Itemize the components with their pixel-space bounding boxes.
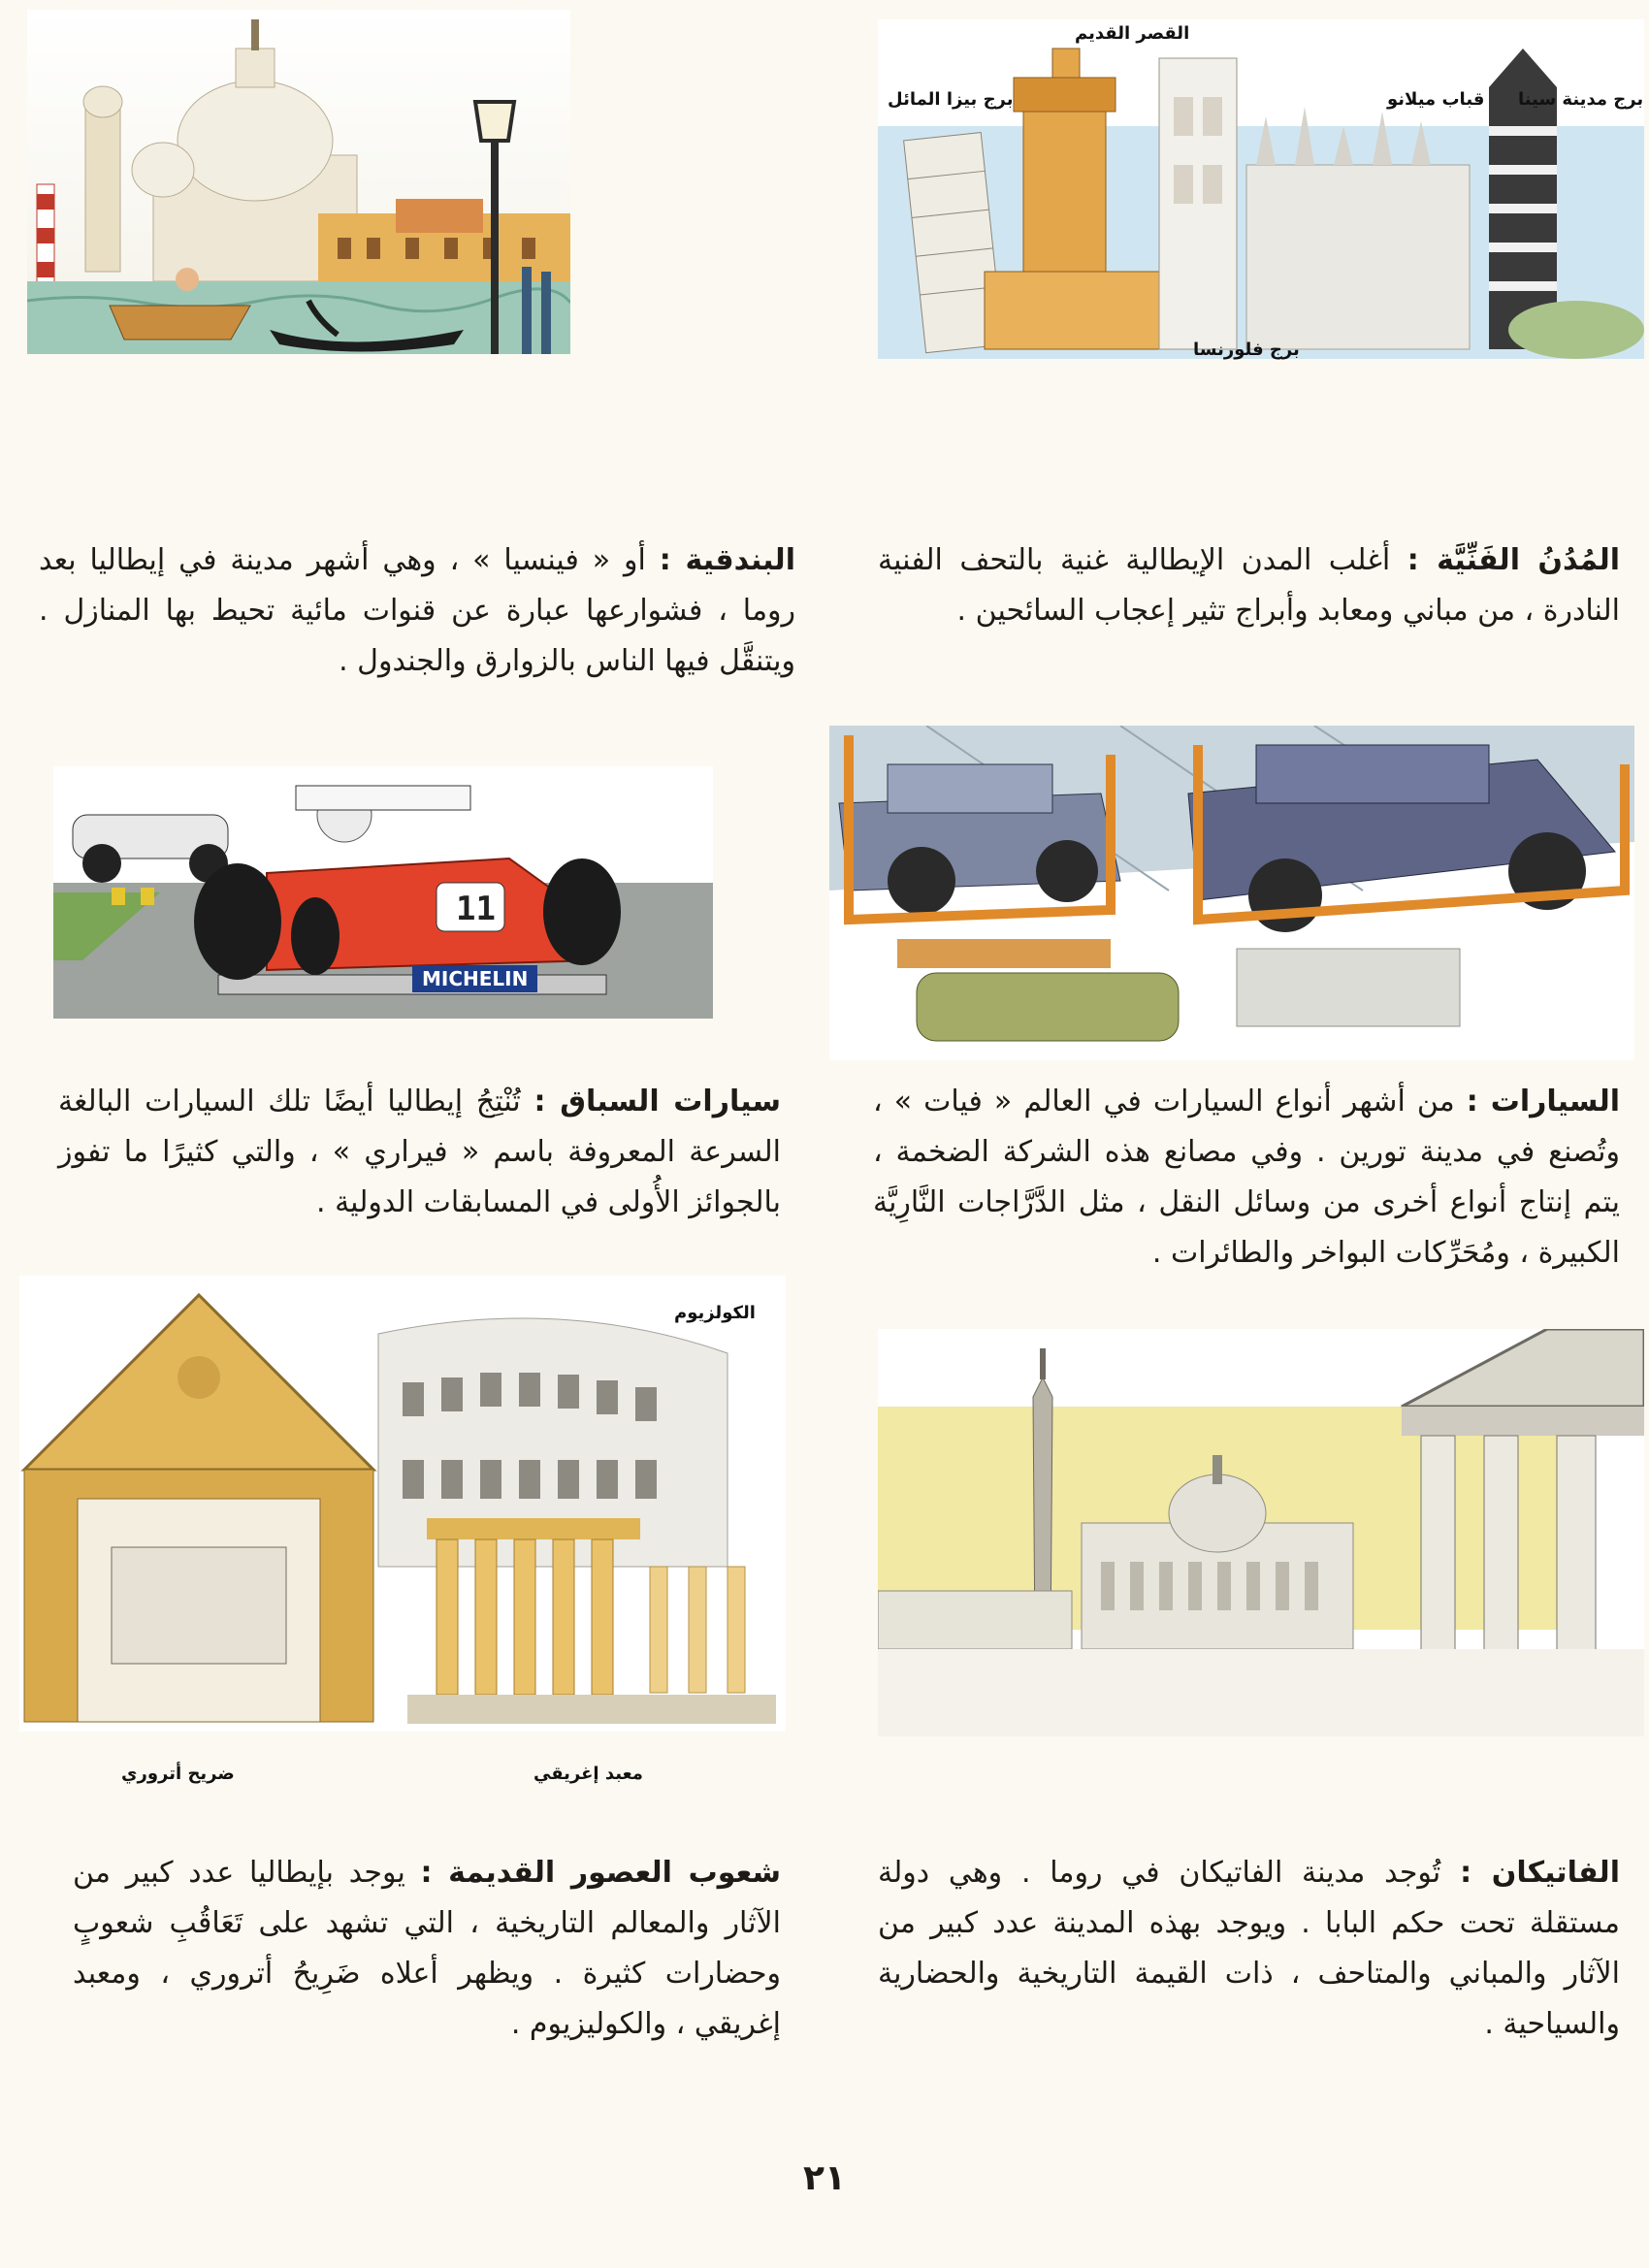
section-vatican-body: تُوجد مدينة الفاتيكان في روما . وهي دولة مستقلة تحت حكم البابا . ويوجد بهذه المدينة عدد كبير من الآثار والمباني والمتاحف ، ذات القيمة التاريخية والحضارية والسياحية . — [878, 1856, 1620, 2041]
caption-old-palace: القصر القديم — [1075, 23, 1190, 44]
caption-siena-tower: برج مدينة سينا — [1518, 89, 1644, 110]
section-art-cities-body: أغلب المدن الإيطالية غنية بالتحف الفنية النادرة ، من مباني ومعابد وأبراج تثير إعجاب السائحين . — [878, 543, 1620, 628]
car-sponsor-logo: MICHELIN — [412, 965, 537, 992]
car-factory-illustration — [829, 726, 1634, 1060]
section-racing-body: تُنْتِجُ إيطاليا أيضًا تلك السيارات البالغة السرعة المعروفة باسم « فيراري » ، والتي كثيرًا ما تفوز بالجوائز الأُولى في المسابقات الدولية . — [58, 1085, 781, 1219]
section-art-cities-heading: المُدُنُ الفَنِّيَّة : — [1406, 543, 1620, 577]
art-cities-illustration — [878, 19, 1644, 359]
section-venice-heading: البندقية : — [659, 543, 795, 577]
caption-milan-domes: قباب ميلانو — [1387, 89, 1485, 110]
section-ancient-heading: شعوب العصور القديمة : — [420, 1856, 781, 1890]
caption-pisa-tower: برج بيزا المائل — [888, 89, 1014, 110]
section-ancient-body: يوجد بإيطاليا عدد كبير من الآثار والمعالم التاريخية ، التي تشهد على تَعَاقُبِ شعوبٍ وحضارات كثيرة . ويظهر أعلاه ضَرِيحُ أتروري ، ومعبد إغريقي ، والكوليزيوم . — [73, 1856, 781, 2041]
section-racing — [58, 1077, 781, 1228]
caption-greek-temple: معبد إغريقي — [534, 1764, 643, 1784]
caption-florence-tower: برج فلورنسا — [1193, 340, 1300, 360]
vatican-illustration — [878, 1329, 1644, 1736]
section-cars — [873, 1077, 1620, 1279]
section-ancient — [73, 1848, 781, 2050]
section-racing-heading: سيارات السباق : — [534, 1085, 781, 1118]
section-venice-body: أو « فينسيا » ، وهي أشهر مدينة في إيطاليا بعد روما ، فشوارعها عبارة عن قنوات مائية تحيط بها المنازل . ويتنقَّل فيها الناس بالزوارق والجندول . — [39, 543, 795, 678]
caption-etruscan-tomb: ضريح أتروري — [121, 1764, 235, 1784]
racing-car-illustration — [53, 766, 713, 1019]
caption-colosseum: الكولزيوم — [674, 1303, 756, 1323]
section-venice — [39, 535, 795, 687]
ancient-monuments-illustration — [19, 1276, 786, 1732]
car-number: 11 — [456, 890, 496, 928]
page-number: ٢١ — [803, 2158, 846, 2198]
section-cars-body: من أشهر أنواع السيارات في العالم « فيات » ، وتُصنع في مدينة تورين . وفي مصانع هذه الشركة الضخمة ، يتم إنتاج أنواع أخرى من وسائل النقل ، مثل الدَّرَّاجات النَّارِيَّة الكبيرة ، ومُحَرِّكات البواخر والطائرات . — [873, 1085, 1620, 1270]
section-vatican — [878, 1848, 1620, 2050]
section-art-cities — [878, 535, 1620, 636]
section-vatican-heading: الفاتيكان : — [1460, 1856, 1620, 1890]
section-cars-heading: السيارات : — [1466, 1085, 1620, 1118]
venice-illustration — [27, 10, 570, 354]
